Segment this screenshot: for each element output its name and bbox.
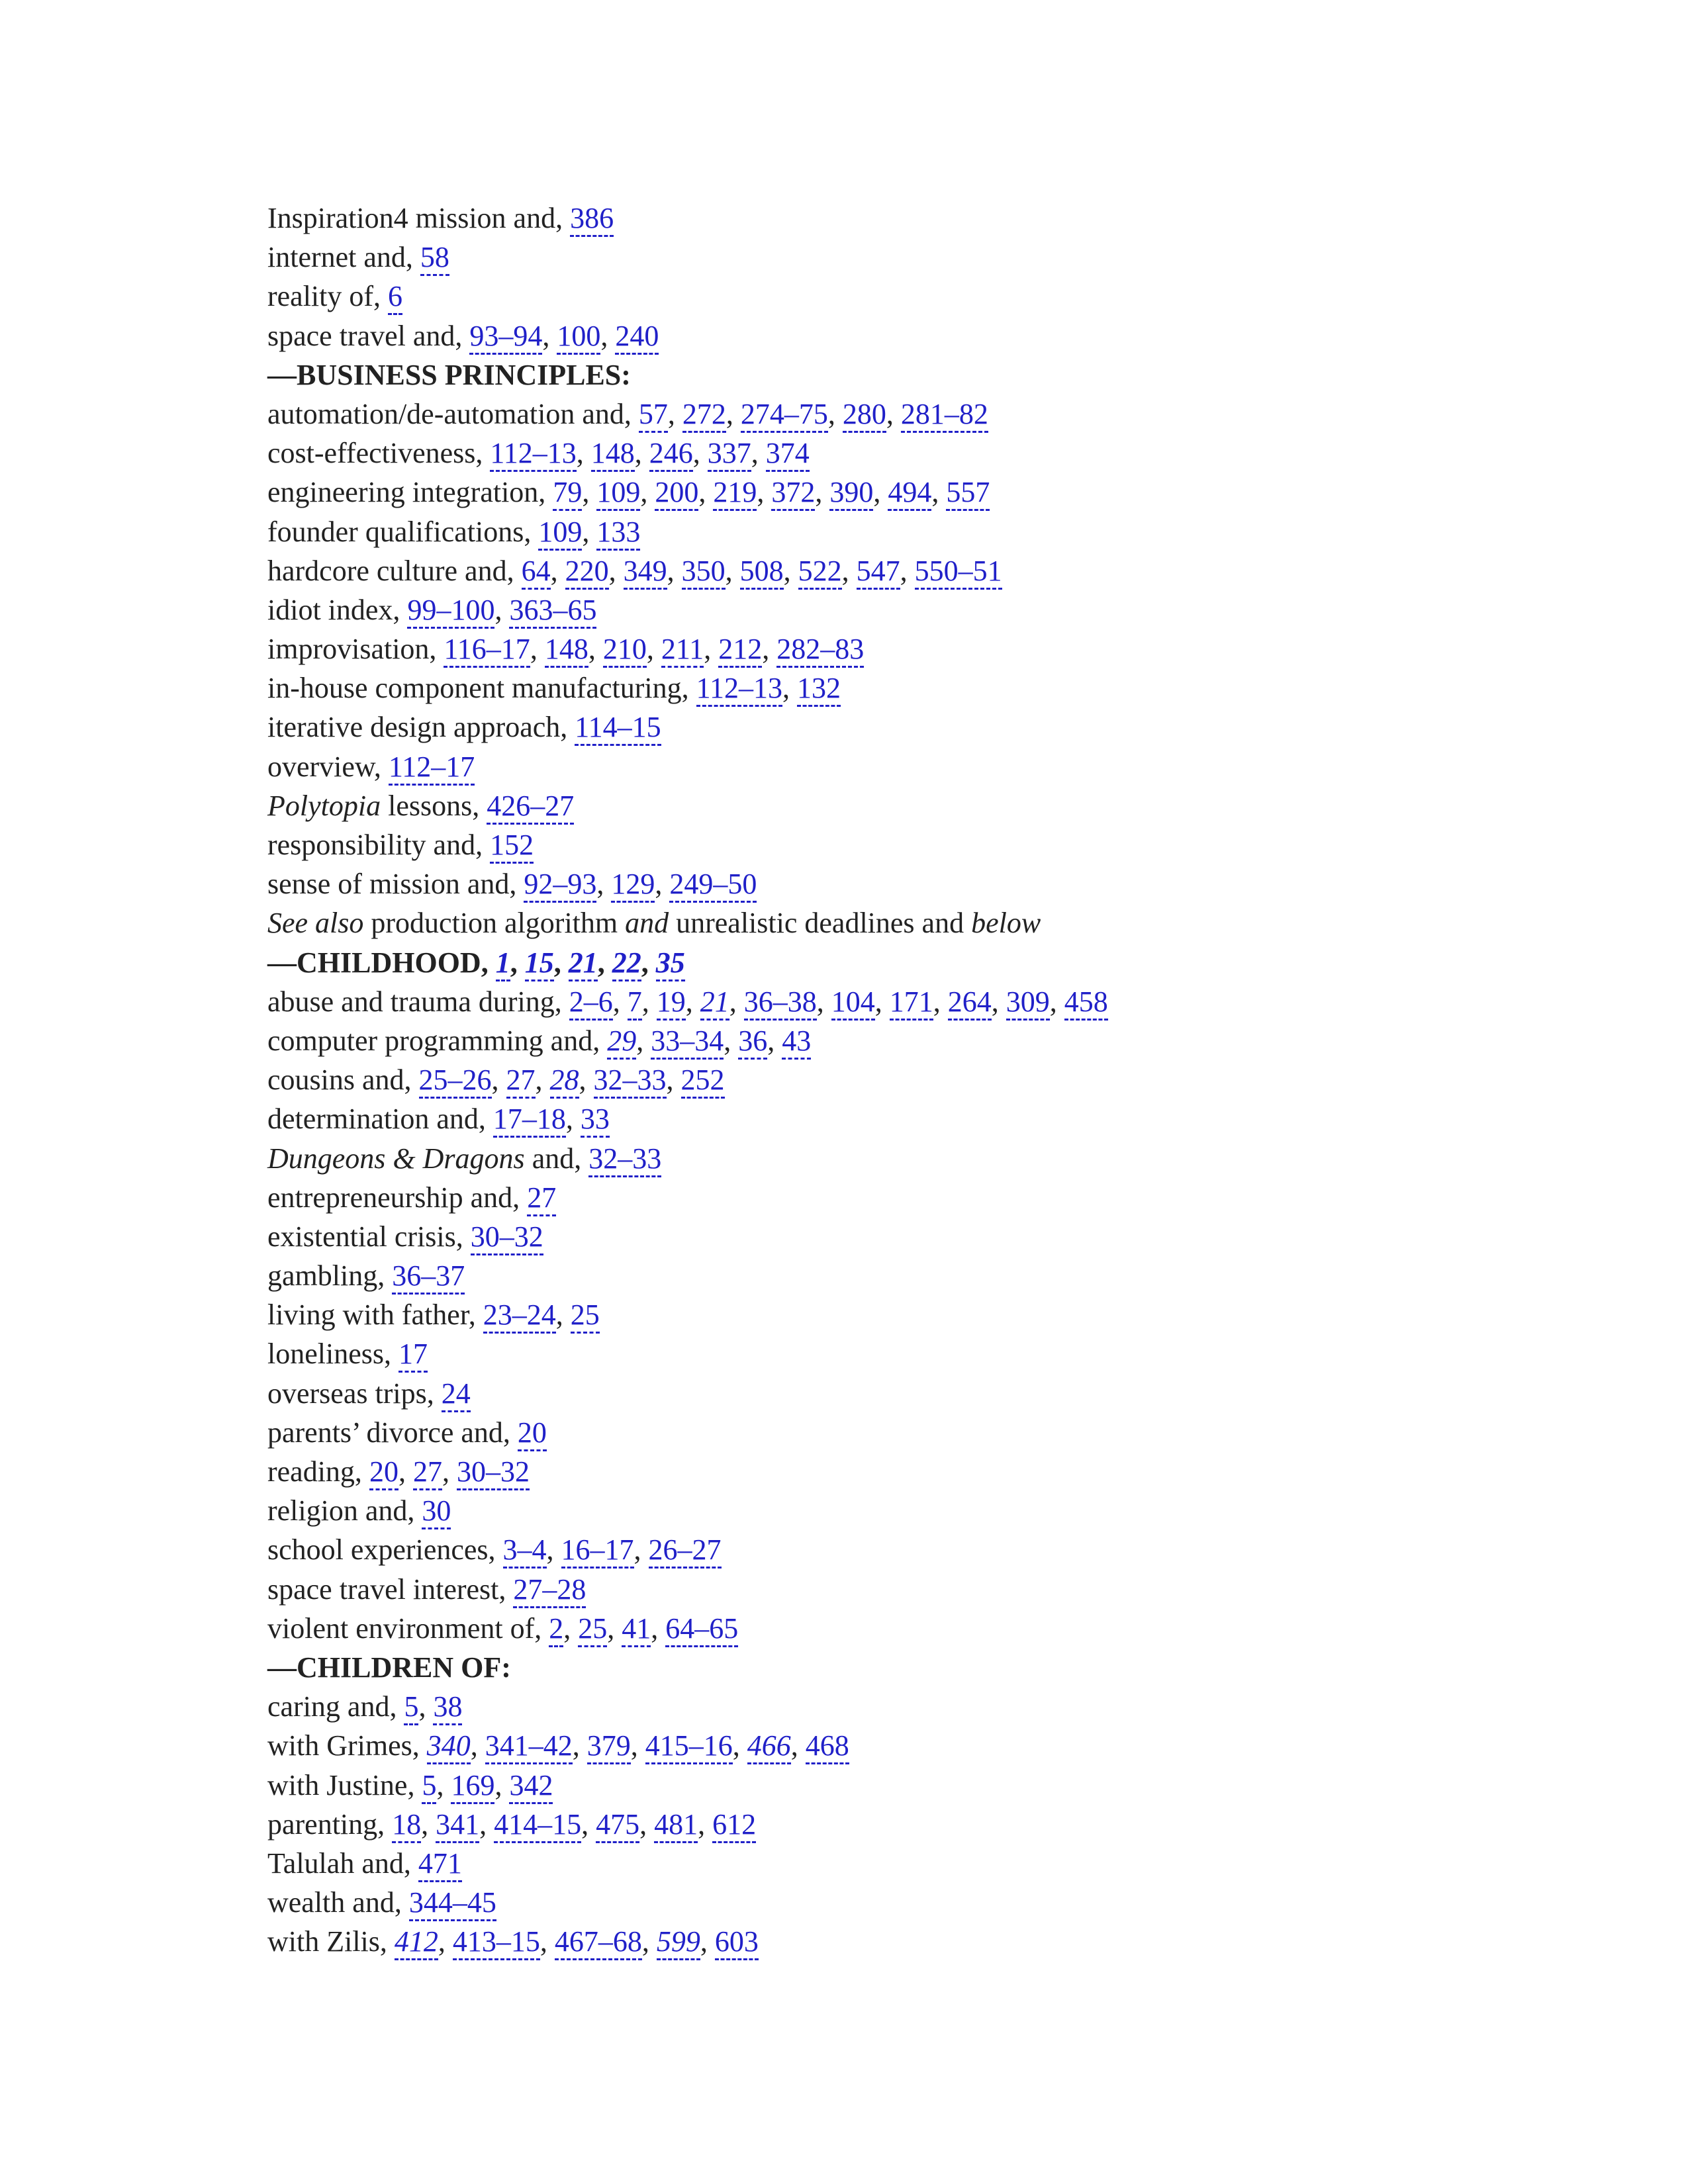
page-link[interactable]: 471 xyxy=(418,1847,462,1882)
entry-text: , xyxy=(815,476,830,509)
entry-text: , xyxy=(641,946,656,979)
entry-text: , xyxy=(841,554,857,587)
page-link[interactable]: 5 xyxy=(404,1690,418,1725)
entry-text: production algorithm xyxy=(363,907,626,940)
page-link[interactable]: 281–82 xyxy=(901,398,988,433)
page-link[interactable]: 467–68 xyxy=(555,1925,642,1960)
entry-text: overseas trips, xyxy=(267,1377,442,1410)
entry-text: space travel and, xyxy=(267,319,470,352)
page-link[interactable]: 27 xyxy=(527,1181,556,1216)
entry-text: , xyxy=(767,1024,782,1057)
entry-text: hardcore culture and, xyxy=(267,554,522,587)
entry-text: religion and, xyxy=(267,1494,422,1527)
page-link[interactable]: 246 xyxy=(649,437,693,472)
entry-text: , xyxy=(666,1064,681,1097)
entry-text: determination and, xyxy=(267,1103,493,1136)
entry-text: , xyxy=(729,985,744,1018)
entry-text: below xyxy=(971,907,1041,940)
page-link[interactable]: 3–4 xyxy=(503,1533,547,1569)
page-link[interactable]: 458 xyxy=(1064,985,1108,1021)
page-link[interactable]: 21 xyxy=(700,985,729,1021)
entry-text: See also xyxy=(267,907,364,940)
entry-text: parenting, xyxy=(267,1807,393,1841)
entry-text: , xyxy=(685,985,700,1018)
entry-text: with Justine, xyxy=(267,1768,422,1801)
entry-text: , xyxy=(762,633,777,666)
entry-text: , xyxy=(655,868,670,901)
page-link[interactable]: 264 xyxy=(948,985,992,1021)
page-link[interactable]: 29 xyxy=(607,1024,636,1060)
entry-text: founder qualifications, xyxy=(267,515,539,548)
index-entry xyxy=(267,199,1591,238)
page-link[interactable]: 100 xyxy=(557,320,600,355)
page-link[interactable]: 36–37 xyxy=(392,1259,465,1295)
entry-text: , xyxy=(698,1807,713,1841)
entry-text: iterative design approach, xyxy=(267,711,575,744)
page-link[interactable]: 104 xyxy=(831,985,875,1021)
entry-text: , xyxy=(640,476,655,509)
index-entry xyxy=(267,1413,1591,1452)
entry-text: , xyxy=(539,1925,555,1958)
entry-text: , xyxy=(546,1533,561,1567)
page-link[interactable]: 148 xyxy=(545,633,588,668)
page-link[interactable]: 109 xyxy=(596,476,640,511)
page-link[interactable]: 557 xyxy=(946,476,990,511)
page-link[interactable]: 341–42 xyxy=(485,1729,573,1764)
index-entry xyxy=(267,747,1591,786)
entry-text: responsibility and, xyxy=(267,829,491,861)
index-entry xyxy=(267,1530,1591,1569)
page-link[interactable]: 475 xyxy=(596,1808,639,1843)
index-entry xyxy=(267,1922,1591,1961)
page-link[interactable]: 24 xyxy=(442,1377,471,1412)
page-link[interactable]: 309 xyxy=(1006,985,1050,1021)
page-link[interactable]: 15 xyxy=(525,946,554,981)
entry-text: , xyxy=(827,397,843,430)
page-link[interactable]: 412 xyxy=(395,1925,438,1960)
page-link[interactable]: 16–17 xyxy=(561,1533,634,1569)
page-link[interactable]: 7 xyxy=(628,985,642,1021)
page-link[interactable]: 282–83 xyxy=(776,633,864,668)
page-link[interactable]: 342 xyxy=(509,1769,553,1804)
index-entry xyxy=(267,1805,1591,1844)
page-link[interactable]: 18 xyxy=(392,1808,421,1843)
page-link[interactable]: 33 xyxy=(581,1103,610,1138)
index-heading xyxy=(267,943,1591,982)
page-link[interactable]: 112–13 xyxy=(696,672,782,707)
page-link[interactable]: 171 xyxy=(890,985,933,1021)
index-entry xyxy=(267,668,1591,707)
entry-text: , xyxy=(418,1690,434,1723)
page-link[interactable]: 32–33 xyxy=(594,1064,667,1099)
page-link[interactable]: 508 xyxy=(740,555,784,590)
entry-text: , xyxy=(725,554,740,587)
page-link[interactable]: 344–45 xyxy=(409,1886,496,1921)
index-entry xyxy=(267,1256,1591,1295)
index-entry xyxy=(267,512,1591,551)
page-link[interactable]: 603 xyxy=(715,1925,759,1960)
entry-text: , xyxy=(494,1768,510,1801)
index-entry xyxy=(267,277,1591,316)
index-entry xyxy=(267,551,1591,590)
page-link[interactable]: 17–18 xyxy=(493,1103,566,1138)
page-link[interactable]: 494 xyxy=(888,476,931,511)
entry-text: , xyxy=(634,437,649,470)
page-link[interactable]: 26–27 xyxy=(649,1533,722,1569)
page-link[interactable]: 249–50 xyxy=(669,868,757,903)
entry-text: , xyxy=(494,593,510,626)
entry-text: , xyxy=(565,1103,581,1136)
page-link[interactable]: 112–13 xyxy=(490,437,576,472)
index-page xyxy=(267,199,1591,1961)
entry-text: —BUSINESS PRINCIPLES: xyxy=(267,358,631,391)
entry-text: , xyxy=(732,1729,747,1762)
entry-text: , xyxy=(991,985,1006,1018)
entry-text: , xyxy=(641,985,657,1018)
index-entry xyxy=(267,786,1591,825)
index-heading xyxy=(267,355,1591,394)
page-link[interactable]: 200 xyxy=(655,476,698,511)
page-link[interactable]: 468 xyxy=(806,1729,849,1764)
entry-text: , xyxy=(651,1612,666,1645)
page-link[interactable]: 415–16 xyxy=(645,1729,733,1764)
index-entry xyxy=(267,1334,1591,1373)
page-link[interactable]: 17 xyxy=(399,1338,428,1373)
entry-text: existential crisis, xyxy=(267,1220,471,1253)
page-link[interactable]: 599 xyxy=(657,1925,700,1960)
entry-text: parents’ divorce and, xyxy=(267,1416,518,1449)
page-link[interactable]: 481 xyxy=(654,1808,698,1843)
entry-text: , xyxy=(667,554,682,587)
entry-text: , xyxy=(607,1612,622,1645)
page-link[interactable]: 372 xyxy=(771,476,815,511)
entry-text: Inspiration4 mission and, xyxy=(267,202,571,234)
entry-text: engineering integration, xyxy=(267,476,553,509)
entry-text: , xyxy=(438,1925,453,1958)
entry-text: , xyxy=(698,476,714,509)
page-link[interactable]: 92–93 xyxy=(524,868,596,903)
page-link[interactable]: 32–33 xyxy=(588,1142,661,1177)
entry-text: space travel interest, xyxy=(267,1572,514,1606)
entry-text: and xyxy=(625,907,669,940)
page-link[interactable]: 340 xyxy=(427,1729,471,1764)
entry-text: , xyxy=(608,554,624,587)
entry-text: , xyxy=(751,437,766,470)
page-link[interactable]: 25 xyxy=(578,1612,607,1647)
entry-text: , xyxy=(542,319,557,352)
page-link[interactable]: 25–26 xyxy=(419,1064,492,1099)
index-entry xyxy=(267,903,1591,942)
entry-text: unrealistic deadlines and xyxy=(669,907,972,940)
entry-text: , xyxy=(1049,985,1064,1018)
entry-text: , xyxy=(442,1455,457,1488)
page-link[interactable]: 426–27 xyxy=(487,790,574,825)
entry-text: , xyxy=(596,868,612,901)
entry-text: Talulah and, xyxy=(267,1846,418,1880)
index-entry xyxy=(267,825,1591,864)
entry-text: , xyxy=(612,985,628,1018)
index-entry xyxy=(267,1609,1591,1648)
index-entry xyxy=(267,394,1591,433)
page-link[interactable]: 93–94 xyxy=(469,320,542,355)
page-link[interactable]: 30–32 xyxy=(457,1455,530,1490)
page-link[interactable]: 28 xyxy=(550,1064,579,1099)
index-entry xyxy=(267,590,1591,629)
page-link[interactable]: 25 xyxy=(571,1298,600,1334)
page-link[interactable]: 20 xyxy=(518,1416,547,1451)
entry-text: , xyxy=(700,1925,715,1958)
page-link[interactable]: 280 xyxy=(843,398,886,433)
index-entry xyxy=(267,1687,1591,1726)
index-entry xyxy=(267,1139,1591,1178)
page-link[interactable]: 129 xyxy=(611,868,655,903)
entry-text: , xyxy=(588,633,603,666)
index-entry xyxy=(267,1178,1591,1217)
page-link[interactable]: 21 xyxy=(569,946,598,981)
page-link[interactable]: 212 xyxy=(718,633,762,668)
entry-text: with Grimes, xyxy=(267,1729,427,1762)
entry-text: , xyxy=(479,1807,494,1841)
entry-text: caring and, xyxy=(267,1690,404,1723)
page-link[interactable]: 41 xyxy=(622,1612,651,1647)
entry-text: , xyxy=(933,985,948,1018)
page-link[interactable]: 547 xyxy=(857,555,900,590)
entry-text: —CHILDHOOD, xyxy=(267,946,496,979)
page-link[interactable]: 169 xyxy=(451,1769,494,1804)
index-entry xyxy=(267,238,1591,277)
entry-text: , xyxy=(873,476,888,509)
page-link[interactable]: 64–65 xyxy=(665,1612,738,1647)
entry-text: , xyxy=(572,1729,587,1762)
page-link[interactable]: 211 xyxy=(661,633,704,668)
entry-text: computer programming and, xyxy=(267,1024,608,1057)
page-link[interactable]: 148 xyxy=(591,437,635,472)
page-link[interactable]: 27–28 xyxy=(513,1573,586,1608)
page-link[interactable]: 350 xyxy=(682,555,726,590)
page-link[interactable]: 109 xyxy=(538,516,582,551)
index-entry xyxy=(267,473,1591,512)
entry-text: , xyxy=(630,1729,645,1762)
entry-text: , xyxy=(550,554,565,587)
page-link[interactable]: 274–75 xyxy=(741,398,828,433)
entry-text: , xyxy=(816,985,831,1018)
page-link[interactable]: 363–65 xyxy=(509,594,596,629)
entry-text: , xyxy=(704,633,719,666)
page-link[interactable]: 152 xyxy=(490,829,534,864)
entry-text: , xyxy=(641,1925,657,1958)
page-link[interactable]: 22 xyxy=(612,946,641,981)
index-entry xyxy=(267,707,1591,747)
entry-text: , xyxy=(931,476,947,509)
page-link[interactable]: 252 xyxy=(681,1064,725,1099)
page-link[interactable]: 43 xyxy=(782,1024,811,1060)
page-link[interactable]: 132 xyxy=(797,672,841,707)
entry-text: , xyxy=(692,437,708,470)
page-link[interactable]: 2 xyxy=(549,1612,563,1647)
entry-text: , xyxy=(782,672,797,705)
page-link[interactable]: 99–100 xyxy=(407,594,494,629)
page-link[interactable]: 5 xyxy=(422,1769,436,1804)
page-link[interactable]: 36 xyxy=(738,1024,767,1060)
entry-text: , xyxy=(398,1455,413,1488)
page-link[interactable]: 58 xyxy=(420,241,449,276)
page-link[interactable]: 272 xyxy=(682,398,726,433)
page-link[interactable]: 64 xyxy=(522,555,551,590)
index-entry xyxy=(267,1883,1591,1922)
index-entry xyxy=(267,1491,1591,1530)
entry-text: , xyxy=(790,1729,806,1762)
entry-text: with Zilis, xyxy=(267,1925,395,1958)
entry-text: , xyxy=(667,397,682,430)
entry-text: —CHILDREN OF: xyxy=(267,1651,511,1684)
page-link[interactable]: 374 xyxy=(766,437,810,472)
index-entry xyxy=(267,1295,1591,1334)
page-link[interactable]: 112–17 xyxy=(389,751,475,786)
page-link[interactable]: 57 xyxy=(639,398,668,433)
index-heading xyxy=(267,1648,1591,1687)
entry-text: , xyxy=(633,1533,649,1567)
page-link[interactable]: 414–15 xyxy=(494,1808,581,1843)
entry-text: , xyxy=(582,476,597,509)
entry-text: idiot index, xyxy=(267,593,408,626)
entry-text: abuse and trauma during, xyxy=(267,985,569,1018)
entry-text: , xyxy=(491,1064,506,1097)
entry-text: , xyxy=(597,946,612,979)
entry-text: sense of mission and, xyxy=(267,868,524,901)
index-entry xyxy=(267,1374,1591,1413)
entry-text: , xyxy=(510,946,525,979)
entry-text: living with father, xyxy=(267,1298,483,1332)
page-link[interactable]: 133 xyxy=(596,516,640,551)
entry-text: loneliness, xyxy=(267,1338,399,1371)
entry-text: entrepreneurship and, xyxy=(267,1181,528,1214)
entry-text: , xyxy=(576,437,591,470)
page-link[interactable]: 30–32 xyxy=(471,1220,543,1255)
entry-text: , xyxy=(886,397,901,430)
page-link[interactable]: 79 xyxy=(553,476,582,511)
page-link[interactable]: 6 xyxy=(388,280,402,315)
page-link[interactable]: 36–38 xyxy=(744,985,817,1021)
entry-text: , xyxy=(530,633,545,666)
page-link[interactable]: 466 xyxy=(747,1729,791,1764)
entry-text: internet and, xyxy=(267,241,420,274)
entry-text: and, xyxy=(524,1142,589,1175)
index-entry xyxy=(267,1099,1591,1138)
entry-text: improvisation, xyxy=(267,633,444,666)
page-link[interactable]: 386 xyxy=(570,202,614,237)
page-link[interactable]: 38 xyxy=(433,1690,462,1725)
entry-text: violent environment of, xyxy=(267,1612,549,1645)
index-entry xyxy=(267,433,1591,473)
page-link[interactable]: 19 xyxy=(657,985,686,1021)
entry-text: Polytopia xyxy=(267,789,381,822)
page-link[interactable]: 35 xyxy=(656,946,685,981)
page-link[interactable]: 240 xyxy=(615,320,659,355)
entry-text: , xyxy=(783,554,798,587)
index-entry xyxy=(267,1452,1591,1491)
page-link[interactable]: 30 xyxy=(422,1494,451,1529)
entry-text: , xyxy=(535,1064,550,1097)
entry-text: , xyxy=(646,633,661,666)
index-entry xyxy=(267,1060,1591,1099)
entry-text: gambling, xyxy=(267,1259,393,1293)
index-entry xyxy=(267,1217,1591,1256)
entry-text: , xyxy=(563,1612,579,1645)
entry-text: , xyxy=(555,1298,571,1332)
page-link[interactable]: 390 xyxy=(829,476,873,511)
entry-text: in-house component manufacturing, xyxy=(267,672,696,705)
page-link[interactable]: 2–6 xyxy=(569,985,613,1021)
entry-text: , xyxy=(636,1024,651,1057)
index-entry xyxy=(267,316,1591,355)
entry-text: reality of, xyxy=(267,280,389,313)
entry-text: , xyxy=(900,554,915,587)
page-link[interactable]: 413–15 xyxy=(453,1925,540,1960)
entry-text: cousins and, xyxy=(267,1064,419,1097)
entry-text: lessons, xyxy=(381,789,487,822)
entry-text: Dungeons & Dragons xyxy=(267,1142,525,1175)
index-entry xyxy=(267,864,1591,903)
page-link[interactable]: 349 xyxy=(624,555,667,590)
index-entry xyxy=(267,629,1591,668)
entry-text: automation/de-automation and, xyxy=(267,397,639,430)
entry-text: , xyxy=(724,1024,739,1057)
index-entry xyxy=(267,1021,1591,1060)
page-link[interactable]: 522 xyxy=(798,555,842,590)
entry-text: , xyxy=(757,476,772,509)
page-link[interactable]: 210 xyxy=(603,633,647,668)
entry-text: reading, xyxy=(267,1455,369,1488)
entry-text: , xyxy=(582,515,597,548)
entry-text: overview, xyxy=(267,750,389,783)
index-entry xyxy=(267,1766,1591,1805)
index-entry xyxy=(267,982,1591,1021)
page-link[interactable]: 33–34 xyxy=(651,1024,724,1060)
entry-text: wealth and, xyxy=(267,1886,409,1919)
page-link[interactable]: 379 xyxy=(587,1729,631,1764)
entry-text: , xyxy=(600,319,616,352)
page-link[interactable]: 219 xyxy=(713,476,757,511)
index-entry xyxy=(267,1844,1591,1883)
page-link[interactable]: 23–24 xyxy=(483,1298,556,1334)
entry-text: , xyxy=(874,985,890,1018)
entry-text: , xyxy=(726,397,741,430)
page-link[interactable]: 220 xyxy=(565,555,609,590)
entry-text: , xyxy=(421,1807,436,1841)
page-link[interactable]: 1 xyxy=(496,946,510,981)
page-link[interactable]: 337 xyxy=(708,437,751,472)
entry-text: , xyxy=(470,1729,485,1762)
entry-text: cost-effectiveness, xyxy=(267,437,491,470)
entry-text: , xyxy=(436,1768,451,1801)
page-link[interactable]: 27 xyxy=(413,1455,442,1490)
page-link[interactable]: 116–17 xyxy=(444,633,530,668)
entry-text: , xyxy=(639,1807,655,1841)
entry-text: , xyxy=(553,946,569,979)
page-link[interactable]: 612 xyxy=(712,1808,756,1843)
page-link[interactable]: 114–15 xyxy=(575,711,661,746)
page-link[interactable]: 20 xyxy=(369,1455,399,1490)
page-link[interactable]: 550–51 xyxy=(915,555,1002,590)
entry-text: , xyxy=(581,1807,596,1841)
entry-text: school experiences, xyxy=(267,1533,503,1567)
index-entry xyxy=(267,1726,1591,1765)
page-link[interactable]: 27 xyxy=(506,1064,536,1099)
page-link[interactable]: 341 xyxy=(436,1808,479,1843)
index-entry xyxy=(267,1570,1591,1609)
entry-text: , xyxy=(579,1064,594,1097)
